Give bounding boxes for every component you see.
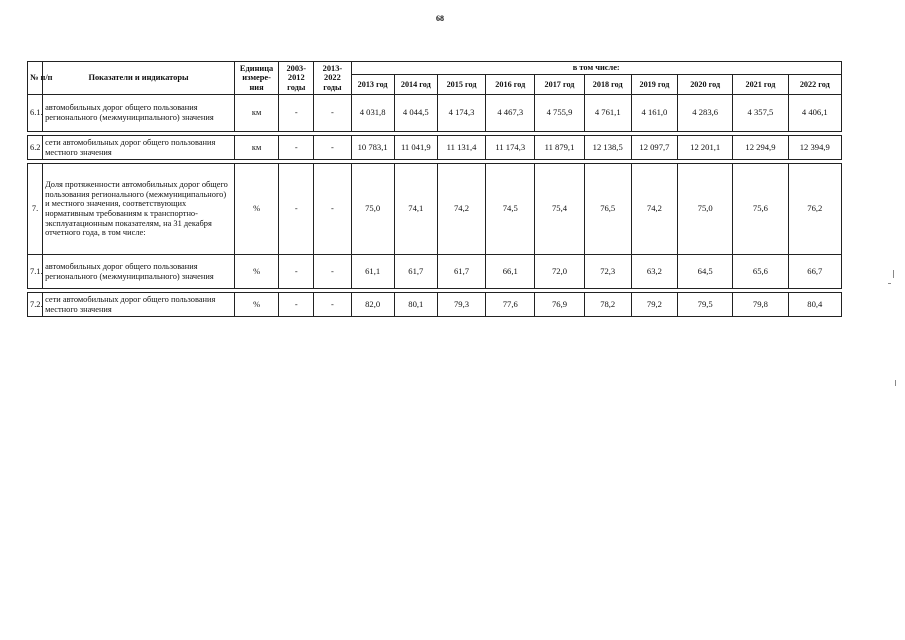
period-2013-2022-cell: -	[314, 255, 351, 289]
year-value: 4 761,1	[584, 95, 631, 132]
year-value: 4 044,5	[394, 95, 437, 132]
header-year: 2020 год	[678, 75, 733, 95]
indicator-name: Доля протяженности автомобильных дорог общего пользования регионального (межмуниципального) и местного значения, соответствующих нормативным требованиям к транспортно-эксплуатационным показателям, на 31 декабря отчетного года, в том числе:	[43, 164, 235, 255]
year-value: 74,2	[631, 164, 677, 255]
year-value: 75,6	[733, 164, 788, 255]
year-value: 4 031,8	[351, 95, 394, 132]
year-value: 76,9	[535, 293, 584, 317]
unit-cell: %	[234, 255, 278, 289]
year-value: 75,0	[678, 164, 733, 255]
year-value: 4 755,9	[535, 95, 584, 132]
period-2013-2022-cell: -	[314, 164, 351, 255]
header-year: 2013 год	[351, 75, 394, 95]
year-value: 11 131,4	[437, 136, 485, 160]
scan-mark	[888, 283, 891, 284]
period-2013-2022-cell: -	[314, 293, 351, 317]
header-year: 2022 год	[788, 75, 841, 95]
year-value: 61,7	[437, 255, 485, 289]
year-value: 79,8	[733, 293, 788, 317]
period-2013-2022-cell: -	[314, 95, 351, 132]
year-value: 4 467,3	[486, 95, 535, 132]
year-value: 12 394,9	[788, 136, 841, 160]
year-value: 75,0	[351, 164, 394, 255]
year-value: 4 161,0	[631, 95, 677, 132]
year-value: 12 294,9	[733, 136, 788, 160]
period-2013-2022-cell: -	[314, 136, 351, 160]
year-value: 12 201,1	[678, 136, 733, 160]
year-value: 77,6	[486, 293, 535, 317]
unit-cell: %	[234, 293, 278, 317]
year-value: 79,5	[678, 293, 733, 317]
year-value: 4 174,3	[437, 95, 485, 132]
header-year: 2014 год	[394, 75, 437, 95]
year-value: 76,5	[584, 164, 631, 255]
year-value: 80,4	[788, 293, 841, 317]
table-row	[28, 255, 842, 289]
indicator-name: автомобильных дорог общего пользования регионального (межмуниципального) значения	[43, 95, 235, 132]
header-unit: Единица измере-ния	[234, 62, 278, 95]
indicator-name: сети автомобильных дорог общего пользования местного значения	[43, 293, 235, 317]
year-value: 79,2	[631, 293, 677, 317]
header-period-2013-2022: 2013-2022 годы	[314, 62, 351, 95]
year-value: 61,1	[351, 255, 394, 289]
unit-cell: км	[234, 136, 278, 160]
header-year: 2021 год	[733, 75, 788, 95]
table-row	[28, 95, 842, 132]
header-year: 2015 год	[437, 75, 485, 95]
year-value: 61,7	[394, 255, 437, 289]
unit-cell: %	[234, 164, 278, 255]
table-row	[28, 164, 842, 255]
table-row	[28, 293, 842, 317]
year-value: 11 879,1	[535, 136, 584, 160]
header-year: 2016 год	[486, 75, 535, 95]
header-num: № п/п	[28, 62, 43, 95]
year-value: 11 174,3	[486, 136, 535, 160]
period-2003-2012-cell: -	[279, 164, 314, 255]
year-value: 12 138,5	[584, 136, 631, 160]
year-value: 63,2	[631, 255, 677, 289]
year-value: 4 406,1	[788, 95, 841, 132]
header-including: в том числе:	[351, 62, 841, 75]
year-value: 11 041,9	[394, 136, 437, 160]
year-value: 66,1	[486, 255, 535, 289]
year-value: 82,0	[351, 293, 394, 317]
year-value: 80,1	[394, 293, 437, 317]
scan-mark	[895, 380, 896, 386]
indicator-name: автомобильных дорог общего пользования регионального (межмуниципального) значения	[43, 255, 235, 289]
header-year: 2018 год	[584, 75, 631, 95]
row-number: 6.2	[28, 136, 43, 160]
year-value: 4 283,6	[678, 95, 733, 132]
header-period-2003-2012: 2003-2012 годы	[279, 62, 314, 95]
year-value: 64,5	[678, 255, 733, 289]
period-2003-2012-cell: -	[279, 95, 314, 132]
row-number: 6.1.	[28, 95, 43, 132]
indicators-table	[27, 61, 842, 317]
year-value: 74,5	[486, 164, 535, 255]
year-value: 72,3	[584, 255, 631, 289]
row-number: 7.	[28, 164, 43, 255]
year-value: 65,6	[733, 255, 788, 289]
year-value: 74,1	[394, 164, 437, 255]
year-value: 12 097,7	[631, 136, 677, 160]
year-value: 78,2	[584, 293, 631, 317]
row-number: 7.1.	[28, 255, 43, 289]
unit-cell: км	[234, 95, 278, 132]
year-value: 79,3	[437, 293, 485, 317]
scan-mark	[893, 270, 894, 278]
header-year: 2017 год	[535, 75, 584, 95]
table-row	[28, 136, 842, 160]
year-value: 74,2	[437, 164, 485, 255]
page-number: 68	[436, 14, 444, 23]
indicator-name: сети автомобильных дорог общего пользования местного значения	[43, 136, 235, 160]
year-value: 75,4	[535, 164, 584, 255]
year-value: 72,0	[535, 255, 584, 289]
period-2003-2012-cell: -	[279, 136, 314, 160]
header-indicator: Показатели и индикаторы	[43, 62, 235, 95]
year-value: 4 357,5	[733, 95, 788, 132]
year-value: 76,2	[788, 164, 841, 255]
header-year: 2019 год	[631, 75, 677, 95]
period-2003-2012-cell: -	[279, 293, 314, 317]
period-2003-2012-cell: -	[279, 255, 314, 289]
year-value: 66,7	[788, 255, 841, 289]
row-number: 7.2.	[28, 293, 43, 317]
year-value: 10 783,1	[351, 136, 394, 160]
